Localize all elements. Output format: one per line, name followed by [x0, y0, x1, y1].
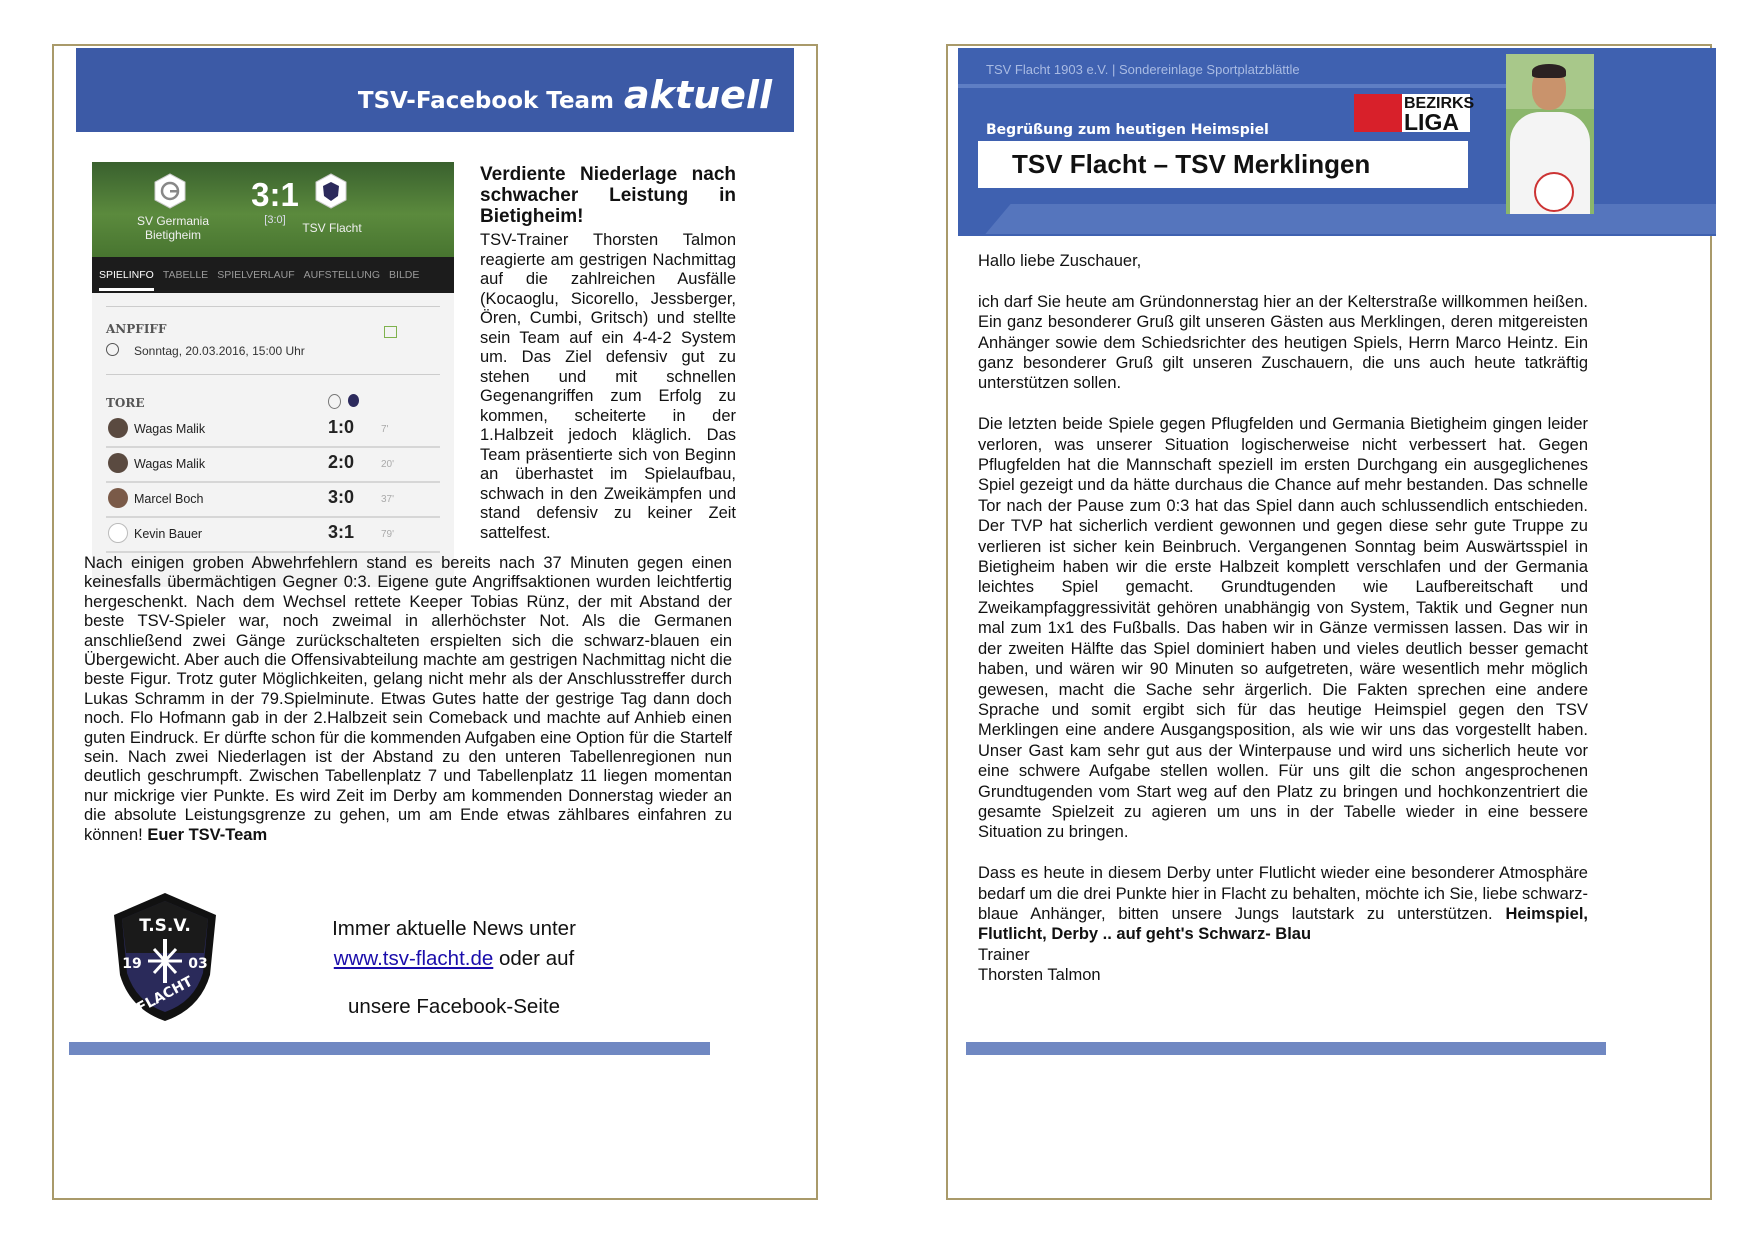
- score-banner: [92, 162, 454, 257]
- letter-salutation: Hallo liebe Zuschauer,: [978, 252, 1142, 270]
- league-logo-line2: LIGA: [1404, 109, 1459, 135]
- home-team-line2: Bietigheim: [144, 228, 202, 242]
- goal-minute: 79': [381, 529, 395, 540]
- goal-score: 3:0: [328, 487, 355, 507]
- match-title: TSV Flacht – TSV Merklingen: [1012, 149, 1371, 179]
- left-header: [76, 48, 794, 132]
- header-title-part2: aktuell: [624, 73, 772, 117]
- news-box: [264, 914, 644, 1022]
- player-avatar-placeholder: [108, 523, 128, 543]
- logo-right-year: 03: [188, 956, 208, 972]
- photo-hair: [1532, 64, 1566, 78]
- bezirksliga-logo: [1354, 94, 1475, 135]
- goal-row: [106, 412, 440, 448]
- match-result-widget: [92, 162, 454, 587]
- goal-scorer: Wagas Malik: [134, 422, 206, 436]
- logo-top-text: T.S.V.: [139, 916, 191, 936]
- header-title-part1: TSV-Facebook Team: [357, 88, 615, 114]
- tsv-flacht-logo: [110, 891, 220, 1023]
- footer-bar: [69, 1042, 710, 1055]
- news-line3: unsere Facebook-Seite: [348, 995, 560, 1018]
- league-logo-line1: BEZIRKS: [1404, 95, 1475, 112]
- article-signature: Euer TSV-Team: [147, 825, 268, 844]
- letter-paragraph-1: ich darf Sie heute am Gründonnerstag hier an der Kelterstraße willkommen heißen. Ein ganz besonderer Gruß gilt unseren Gästen aus Merklingen, deren mitgereisten Anhänger sowie dem Schiedsrichter des heutigen Spiels, Herrn Marco Heintz. Ein ganz besonderer Gruß gilt unseren Zuschauern, die uns auch heute tatkräftig unterstützen sollen.: [978, 292, 1588, 393]
- goal-row: [106, 482, 440, 518]
- bezirksliga-logo-text: [1404, 95, 1475, 135]
- germania-crest-icon: [152, 173, 188, 209]
- tab-spielverlauf[interactable]: SPIELVERLAUF: [217, 269, 295, 281]
- article-column-text: TSV-Trainer Thorsten Talmon reagierte am gestrigen Nachmittag auf die zahlreichen Ausfälle (Kocaoglu, Sicorello, Jessberger, Ören, Cumbi, Gritsch) und stellte sein Team auf ein 4-4-2 System um. Das Ziel defensiv gut zu stehen und mit schnellen Gegenangriffen zum Erfolg zu kommen, scheiterte in der 1.Halbzeit jedoch kläglich. Das Team präsentierte sich von Beginn an überhastet im Spielaufbau, schwach in den Zweikämpfen und stand defensiv zu keiner Zeit sattelfest.: [480, 231, 736, 542]
- final-score: 3:1: [251, 176, 299, 213]
- away-mini-crest-icon: [348, 394, 359, 407]
- welcome-letter: [978, 251, 1588, 986]
- news-line2-suffix: oder auf: [493, 947, 575, 970]
- right-page: [946, 44, 1712, 1200]
- player-avatar: [108, 488, 128, 508]
- away-team-name: TSV Flacht: [302, 221, 362, 235]
- tab-bilder[interactable]: BILDE: [389, 269, 420, 281]
- header-decor-stripe: [985, 204, 1716, 234]
- logo-bottom-text: FLACHT: [134, 973, 196, 1017]
- news-line1: Immer aktuelle News unter: [332, 917, 576, 940]
- article-body-text: Nach einigen groben Abwehrfehlern stand es bereits nach 37 Minuten gegen einen keinesfalls übermächtigen Gegner 0:3. Eigene gute Angriffsaktionen wurden leichtfertig hergeschenkt. Nach dem Wechsel rettete Keeper Tobias Rünz, der mit Abstand der beste TSV-Spieler war, noch zweimal in allerhöchster Not. Als die Germanen anschließend zwei Gänge zurückschalteten erspielten sich die schwarz-blauen ein Übergewicht. Aber auch die Offensivabteilung machte am gestrigen Nachmittag nicht die beste Figur. Trotz guter Möglichkeiten, gelang nicht mehr als der Anschlusstreffer durch Lukas Schramm in der 79.Spielminute. Etwas Gutes hatte der gestrige Tag dann doch noch. Flo Hofmann gab in der 2.Halbzeit sein Comeback und machte auf Anhieb einen guten Eindruck. Er dürfte schon für die kommenden Aufgaben eine Option für die Startelf sein. Nach zwei Niederlagen ist der Abstand zu den unteren Tabellenregionen nun deutlich geschrumpft. Zwischen Tabellenplatz 7 und Tabellenplatz 11 liegen momentan nur mickrige vier Punkte. Es wird Zeit im Derby am kommenden Donnerstag wieder an die absolute Leistungsgrenze zu gehen, um am Ende etwas zählbares einfahren zu können!: [84, 554, 732, 844]
- news-line2: [264, 944, 644, 974]
- widget-tabs: [92, 257, 454, 293]
- header-top-text: TSV Flacht 1903 e.V. | Sondereinlage Sportplatzblättle: [986, 62, 1300, 77]
- website-link[interactable]: www.tsv-flacht.de: [333, 947, 494, 970]
- goals-label: TORE: [106, 396, 145, 410]
- article-body: [84, 554, 732, 845]
- letter-paragraph-3-text: Dass es heute in diesem Derby unter Flutlicht wieder eine besonderer Atmosphäre bedarf um die drei Punkte hier in Flacht zu behalten, möchte ich Sie, liebe schwarz-blaue Anhänger, bitten unsere Jungs lautstark zu unterstützen.: [978, 864, 1588, 923]
- tab-spielinfo[interactable]: SPIELINFO: [99, 269, 154, 291]
- header-divider: [958, 84, 1518, 88]
- tab-aufstellung[interactable]: AUFSTELLUNG: [303, 269, 381, 281]
- home-team-line1: SV Germania: [136, 214, 210, 228]
- kickoff-time: Sonntag, 20.03.2016, 15:00 Uhr: [134, 344, 305, 358]
- goal-minute: 7': [381, 424, 389, 435]
- kickoff-label: ANPFIFF: [106, 322, 167, 336]
- right-header: [958, 48, 1716, 236]
- goal-row: [106, 447, 440, 483]
- calendar-add-icon[interactable]: [384, 326, 397, 338]
- halftime-score: [3:0]: [264, 214, 286, 226]
- bezirksliga-logo-mark: [1354, 94, 1402, 132]
- goal-score: 2:0: [328, 452, 355, 472]
- logo-left-year: 19: [122, 956, 142, 972]
- match-title-box: [978, 141, 1468, 188]
- signature-role: Trainer: [978, 945, 1030, 964]
- home-mini-crest-icon: [328, 394, 341, 409]
- left-page: [52, 44, 818, 1200]
- clock-icon: [106, 343, 119, 356]
- signature-name: Thorsten Talmon: [978, 966, 1101, 985]
- player-avatar: [108, 418, 128, 438]
- goal-score: 3:1: [328, 522, 355, 542]
- football-icon: [1534, 172, 1574, 212]
- tab-tabelle[interactable]: TABELLE: [162, 269, 209, 281]
- divider: [106, 374, 440, 375]
- goal-row: [106, 517, 440, 553]
- goal-scorer: Kevin Bauer: [134, 527, 203, 541]
- greeting-label: Begrüßung zum heutigen Heimspiel: [986, 122, 1269, 138]
- article-title: Verdiente Niederlage nach schwacher Leistung in Bietigheim!: [480, 164, 736, 227]
- letter-slogan: Heimspiel, Flutlicht, Derby .. auf geht's Schwarz- Blau: [978, 904, 1588, 944]
- letter-paragraph-2: Die letzten beide Spiele gegen Pflugfelden und Germania Bietigheim gingen leider verloren, was unserer Situation logischerweise nicht verbessert hat. Gegen Pflugfelden hat die Mannschaft speziell im ersten Durchgang ein ausgeglichenes Spiel gezeigt und da hätte durchaus die Chance auf mehr bestanden. Das schnelle Tor nach der Pause zum 0:3 hat das Spiel dann auch schlussendlich entschieden. Der TVP hat sicherlich verdient gewonnen und gegen diese sehr gute Truppe zu verlieren ist sicher kein Beinbruch. Vergangenen Sonntag beim Auswärtsspiel in Bietigheim haben wir die erste Halbzeit komplett verschlafen und der Germania leichtes Spiel gemacht. Grundtugenden wie Laufbereitschaft und Zweikampfaggressivität gehören unabhängig von System, Taktik und Gegner nun mal zum 1x1 des Fußballs. Das haben wir in Gänze vermissen lassen. Das wir in der zweiten Hälfte das Spiel dominiert haben und vieles deutlich besser gemacht haben, und wären wir 90 Minuten so aufgetreten, wäre wesentlich mehr möglich gewesen, macht die Sache sehr ärgerlich. Die Fakten sprechen eine andere Sprache und somit ergibt sich für das heutige Heimspiel gegen den TSV Merklingen eine andere Ausgangsposition, als wie wir uns das vorgestellt haben. Unser Gast kam sehr gut aus der Winterpause und wird uns sicherlich heute vor eine schwere Aufgabe stellen wollen. Für uns gilt die schon angesprochenen Grundtugenden vom Start weg auf den Platz zu bringen und hochkonzentriert die gesamte Spielzeit zu agieren um uns in der Tabelle wieder in eine bessere Situation zu bringen.: [978, 415, 1588, 842]
- goal-minute: 37': [381, 494, 395, 505]
- goal-scorer: Wagas Malik: [134, 457, 206, 471]
- divider: [106, 306, 440, 307]
- footer-bar: [966, 1042, 1606, 1055]
- letter-paragraph-3: [978, 863, 1588, 945]
- flacht-crest-icon: [313, 173, 349, 209]
- home-team-name: [128, 214, 218, 242]
- coach-photo: [1506, 54, 1594, 214]
- player-avatar: [108, 453, 128, 473]
- goal-minute: 20': [381, 459, 395, 470]
- goal-scorer: Marcel Boch: [134, 492, 204, 506]
- goal-score: 1:0: [328, 417, 355, 437]
